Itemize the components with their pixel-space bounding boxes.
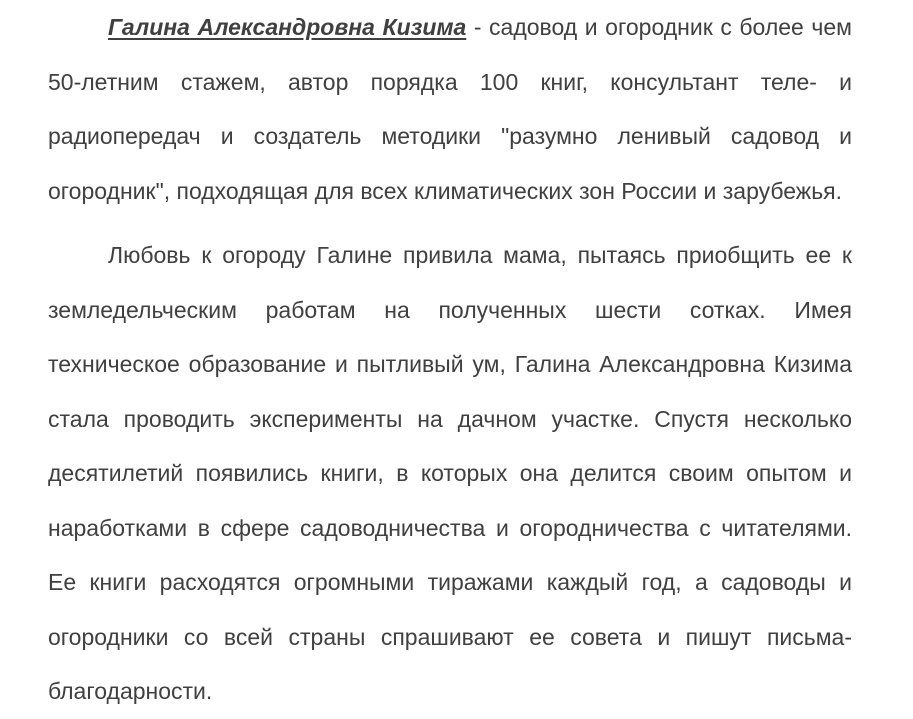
text-line: 50-летним стажем, автор порядка 100 книг, консультант теле- и (48, 68, 852, 95)
text-line: огородник", подходящая для всех климатических зон России и зарубежья. (48, 177, 843, 204)
text-line: Ее книги расходятся огромными тиражами каждый год, а садоводы и (48, 569, 852, 595)
paragraph-spacing (48, 218, 852, 228)
text-line (48, 0, 852, 55)
paragraph-author-intro (48, 0, 852, 218)
text-line: десятилетий появились книги, в которых она делится своим опытом и (48, 460, 852, 486)
author-name: Галина Александровна Кизима (108, 14, 467, 40)
text-line: радиопередач и создатель методики "разумно ленивый садовод и (48, 123, 852, 149)
text-line: земледельческим работам на полученных шести сотках. Имея (48, 296, 852, 323)
text-line: техническое образование и пытливый ум, Галина Александровна Кизима (48, 351, 852, 377)
text-fragment: - садовод и огородник с более чем (466, 14, 852, 40)
document-body (48, 0, 852, 719)
text-line: стала проводить эксперименты на дачном участке. Спустя несколько (48, 405, 852, 432)
text-line: Любовь к огороду Галине привила мама, пытаясь приобщить ее к (108, 242, 852, 268)
text-line: огородники со всей страны спрашивают ее совета и пишут письма- (48, 623, 852, 650)
paragraph-biography (48, 228, 852, 719)
text-line: благодарности. (48, 678, 213, 704)
text-line: наработками в сфере садоводничества и огородничества с читателями. (48, 514, 852, 541)
